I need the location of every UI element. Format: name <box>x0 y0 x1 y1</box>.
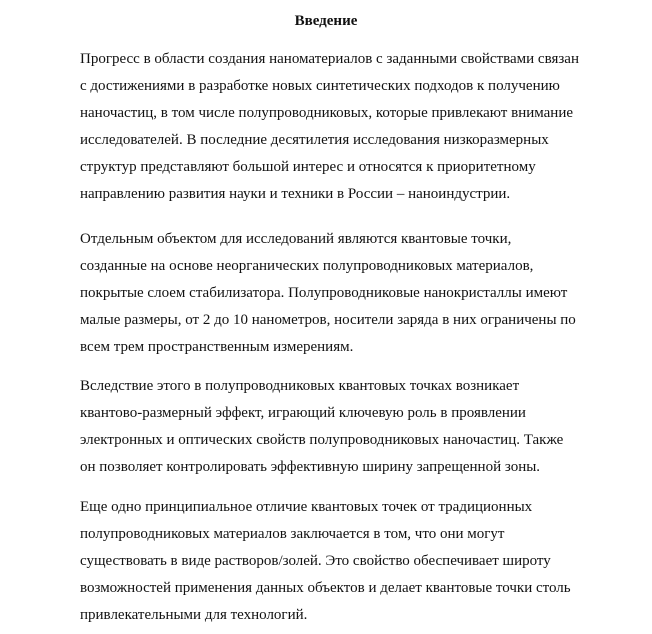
paragraph-1 <box>80 46 640 208</box>
text-line: структур представляют большой интерес и относятся к приоритетному <box>80 159 536 175</box>
text-line: он позволяет контролировать эффективную ширину запрещенной зоны. <box>80 459 541 475</box>
text-line: покрытые слоем стабилизатора. Полупроводниковые нанокристаллы имеют <box>80 285 568 301</box>
text-line: привлекательными для технологий. <box>80 607 308 623</box>
text-line: направлению развития науки и техники в России – наноиндустрии. <box>80 186 511 202</box>
text-line: возможностей применения данных объектов и делает квантовые точки столь <box>80 580 571 596</box>
text-line: существовать в виде растворов/золей. Это свойство обеспечивает широту <box>80 553 551 569</box>
paragraph-4 <box>80 494 640 629</box>
text-line: полупроводниковых материалов заключается в том, что они могут <box>80 526 505 542</box>
text-line: Еще одно принципиальное отличие квантовых точек от традиционных <box>80 499 533 515</box>
text-line: с достижениями в разработке новых синтетических подходов к получению <box>80 78 560 94</box>
text-line: созданные на основе неорганических полупроводниковых материалов, <box>80 258 534 274</box>
text-line: малые размеры, от 2 до 10 нанометров, носители заряда в них ограничены по <box>80 312 576 328</box>
text-line: электронных и оптических свойств полупроводниковых наночастиц. Также <box>80 432 564 448</box>
paragraph-3 <box>80 373 640 481</box>
text-line: Прогресс в области создания наноматериалов с заданными свойствами связан <box>80 51 579 67</box>
text-line: Вследствие этого в полупроводниковых квантовых точках возникает <box>80 378 520 394</box>
text-line: исследователей. В последние десятилетия исследования низкоразмерных <box>80 132 549 148</box>
page-title: Введение <box>294 13 358 29</box>
text-line: всем трем пространственным измерениям. <box>80 339 354 355</box>
text-line: Отдельным объектом для исследований являются квантовые точки, <box>80 231 512 247</box>
paragraph-2 <box>80 226 640 361</box>
text-line: квантово-размерный эффект, играющий ключевую роль в проявлении <box>80 405 526 421</box>
text-line: наночастиц, в том числе полупроводниковых, которые привлекают внимание <box>80 105 574 121</box>
